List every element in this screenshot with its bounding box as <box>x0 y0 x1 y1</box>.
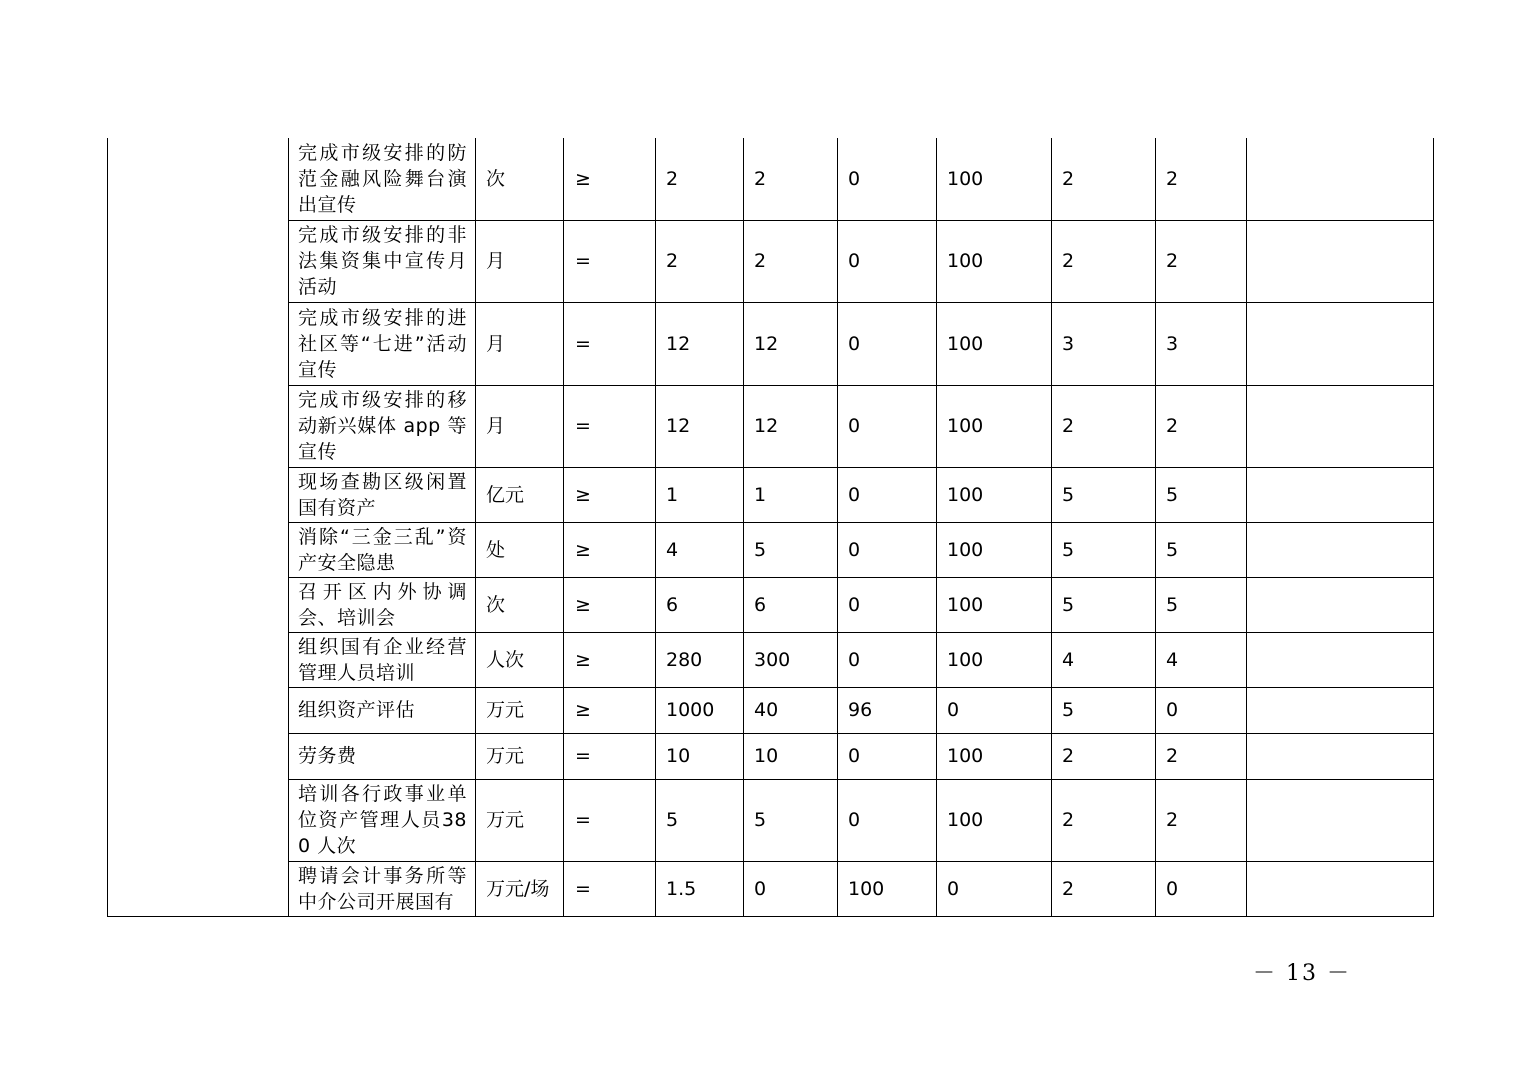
target-value-cell: 2 <box>656 220 744 302</box>
operator-cell: = <box>564 779 656 861</box>
unit-cell: 次 <box>476 138 564 220</box>
completion-rate-cell: 100 <box>937 220 1052 302</box>
completion-rate-cell: 100 <box>937 138 1052 220</box>
weight-score-cell: 2 <box>1052 861 1156 916</box>
deviation-cell: 100 <box>838 861 937 916</box>
deviation-cell: 0 <box>838 577 937 632</box>
weight-score-cell: 5 <box>1052 577 1156 632</box>
unit-cell: 月 <box>476 220 564 302</box>
score-cell: 2 <box>1156 138 1247 220</box>
indicator-table <box>107 138 1434 917</box>
actual-value-cell: 6 <box>744 577 838 632</box>
table-row <box>108 733 1434 779</box>
target-value-cell: 2 <box>656 138 744 220</box>
operator-cell: ≥ <box>564 138 656 220</box>
operator-cell: ≥ <box>564 577 656 632</box>
score-cell: 4 <box>1156 632 1247 687</box>
score-cell: 2 <box>1156 385 1247 467</box>
table-row <box>108 577 1434 632</box>
operator-cell: = <box>564 220 656 302</box>
remark-cell <box>1247 577 1434 632</box>
table-row <box>108 687 1434 733</box>
deviation-cell: 0 <box>838 220 937 302</box>
remark-cell <box>1247 467 1434 522</box>
actual-value-cell: 12 <box>744 302 838 385</box>
deviation-cell: 0 <box>838 522 937 577</box>
remark-cell <box>1247 138 1434 220</box>
indicator-name-cell: 现场查勘区级闲置国有资产 <box>289 467 476 522</box>
actual-value-cell: 10 <box>744 733 838 779</box>
remark-cell <box>1247 632 1434 687</box>
completion-rate-cell: 100 <box>937 779 1052 861</box>
completion-rate-cell: 100 <box>937 577 1052 632</box>
target-value-cell: 4 <box>656 522 744 577</box>
actual-value-cell: 5 <box>744 779 838 861</box>
table-row <box>108 522 1434 577</box>
weight-score-cell: 3 <box>1052 302 1156 385</box>
remark-cell <box>1247 302 1434 385</box>
score-cell: 2 <box>1156 779 1247 861</box>
target-value-cell: 1000 <box>656 687 744 733</box>
table-body <box>108 138 1434 916</box>
actual-value-cell: 1 <box>744 467 838 522</box>
indicator-name-cell: 召开区内外协调会、培训会 <box>289 577 476 632</box>
category-merged-cell <box>108 138 289 916</box>
unit-cell: 月 <box>476 302 564 385</box>
weight-score-cell: 2 <box>1052 220 1156 302</box>
weight-score-cell: 4 <box>1052 632 1156 687</box>
deviation-cell: 0 <box>838 779 937 861</box>
completion-rate-cell: 0 <box>937 861 1052 916</box>
score-cell: 0 <box>1156 687 1247 733</box>
deviation-cell: 0 <box>838 733 937 779</box>
page-number: － 13 － <box>1253 961 1351 986</box>
weight-score-cell: 5 <box>1052 467 1156 522</box>
unit-cell: 月 <box>476 385 564 467</box>
weight-score-cell: 2 <box>1052 733 1156 779</box>
unit-cell: 万元 <box>476 733 564 779</box>
unit-cell: 处 <box>476 522 564 577</box>
indicator-name-cell: 劳务费 <box>289 733 476 779</box>
table-row <box>108 220 1434 302</box>
operator-cell: ≥ <box>564 522 656 577</box>
actual-value-cell: 40 <box>744 687 838 733</box>
remark-cell <box>1247 861 1434 916</box>
remark-cell <box>1247 687 1434 733</box>
target-value-cell: 12 <box>656 385 744 467</box>
deviation-cell: 0 <box>838 302 937 385</box>
deviation-cell: 0 <box>838 632 937 687</box>
target-value-cell: 10 <box>656 733 744 779</box>
operator-cell: ≥ <box>564 687 656 733</box>
score-cell: 2 <box>1156 733 1247 779</box>
score-cell: 3 <box>1156 302 1247 385</box>
unit-cell: 万元/场 <box>476 861 564 916</box>
unit-cell: 人次 <box>476 632 564 687</box>
target-value-cell: 6 <box>656 577 744 632</box>
actual-value-cell: 2 <box>744 138 838 220</box>
completion-rate-cell: 100 <box>937 632 1052 687</box>
weight-score-cell: 2 <box>1052 138 1156 220</box>
operator-cell: = <box>564 861 656 916</box>
target-value-cell: 1 <box>656 467 744 522</box>
table-row <box>108 861 1434 916</box>
table-row <box>108 138 1434 220</box>
score-cell: 0 <box>1156 861 1247 916</box>
indicator-name-cell: 消除“三金三乱”资产安全隐患 <box>289 522 476 577</box>
actual-value-cell: 5 <box>744 522 838 577</box>
actual-value-cell: 12 <box>744 385 838 467</box>
operator-cell: = <box>564 302 656 385</box>
target-value-cell: 12 <box>656 302 744 385</box>
unit-cell: 次 <box>476 577 564 632</box>
remark-cell <box>1247 733 1434 779</box>
remark-cell <box>1247 779 1434 861</box>
operator-cell: = <box>564 733 656 779</box>
indicator-name-cell: 组织资产评估 <box>289 687 476 733</box>
deviation-cell: 0 <box>838 138 937 220</box>
deviation-cell: 96 <box>838 687 937 733</box>
unit-cell: 亿元 <box>476 467 564 522</box>
table-row <box>108 632 1434 687</box>
unit-cell: 万元 <box>476 687 564 733</box>
indicator-name-cell: 完成市级安排的进社区等“七进”活动宣传 <box>289 302 476 385</box>
remark-cell <box>1247 522 1434 577</box>
completion-rate-cell: 100 <box>937 733 1052 779</box>
weight-score-cell: 2 <box>1052 385 1156 467</box>
weight-score-cell: 5 <box>1052 687 1156 733</box>
table-row <box>108 302 1434 385</box>
table-row <box>108 467 1434 522</box>
completion-rate-cell: 100 <box>937 467 1052 522</box>
indicator-name-cell: 完成市级安排的移动新兴媒体 app 等宣传 <box>289 385 476 467</box>
deviation-cell: 0 <box>838 385 937 467</box>
score-cell: 5 <box>1156 522 1247 577</box>
indicator-name-cell: 聘请会计事务所等中介公司开展国有 <box>289 861 476 916</box>
actual-value-cell: 300 <box>744 632 838 687</box>
target-value-cell: 280 <box>656 632 744 687</box>
unit-cell: 万元 <box>476 779 564 861</box>
table-row <box>108 385 1434 467</box>
deviation-cell: 0 <box>838 467 937 522</box>
completion-rate-cell: 100 <box>937 522 1052 577</box>
score-cell: 5 <box>1156 577 1247 632</box>
operator-cell: ≥ <box>564 632 656 687</box>
indicator-name-cell: 完成市级安排的防范金融风险舞台演出宣传 <box>289 138 476 220</box>
score-cell: 5 <box>1156 467 1247 522</box>
operator-cell: ≥ <box>564 467 656 522</box>
completion-rate-cell: 0 <box>937 687 1052 733</box>
remark-cell <box>1247 385 1434 467</box>
completion-rate-cell: 100 <box>937 302 1052 385</box>
indicator-name-cell: 组织国有企业经营管理人员培训 <box>289 632 476 687</box>
indicator-name-cell: 完成市级安排的非法集资集中宣传月活动 <box>289 220 476 302</box>
actual-value-cell: 0 <box>744 861 838 916</box>
weight-score-cell: 5 <box>1052 522 1156 577</box>
target-value-cell: 1.5 <box>656 861 744 916</box>
indicator-name-cell: 培训各行政事业单位资产管理人员380 人次 <box>289 779 476 861</box>
weight-score-cell: 2 <box>1052 779 1156 861</box>
target-value-cell: 5 <box>656 779 744 861</box>
score-cell: 2 <box>1156 220 1247 302</box>
actual-value-cell: 2 <box>744 220 838 302</box>
remark-cell <box>1247 220 1434 302</box>
operator-cell: = <box>564 385 656 467</box>
completion-rate-cell: 100 <box>937 385 1052 467</box>
table-row <box>108 779 1434 861</box>
